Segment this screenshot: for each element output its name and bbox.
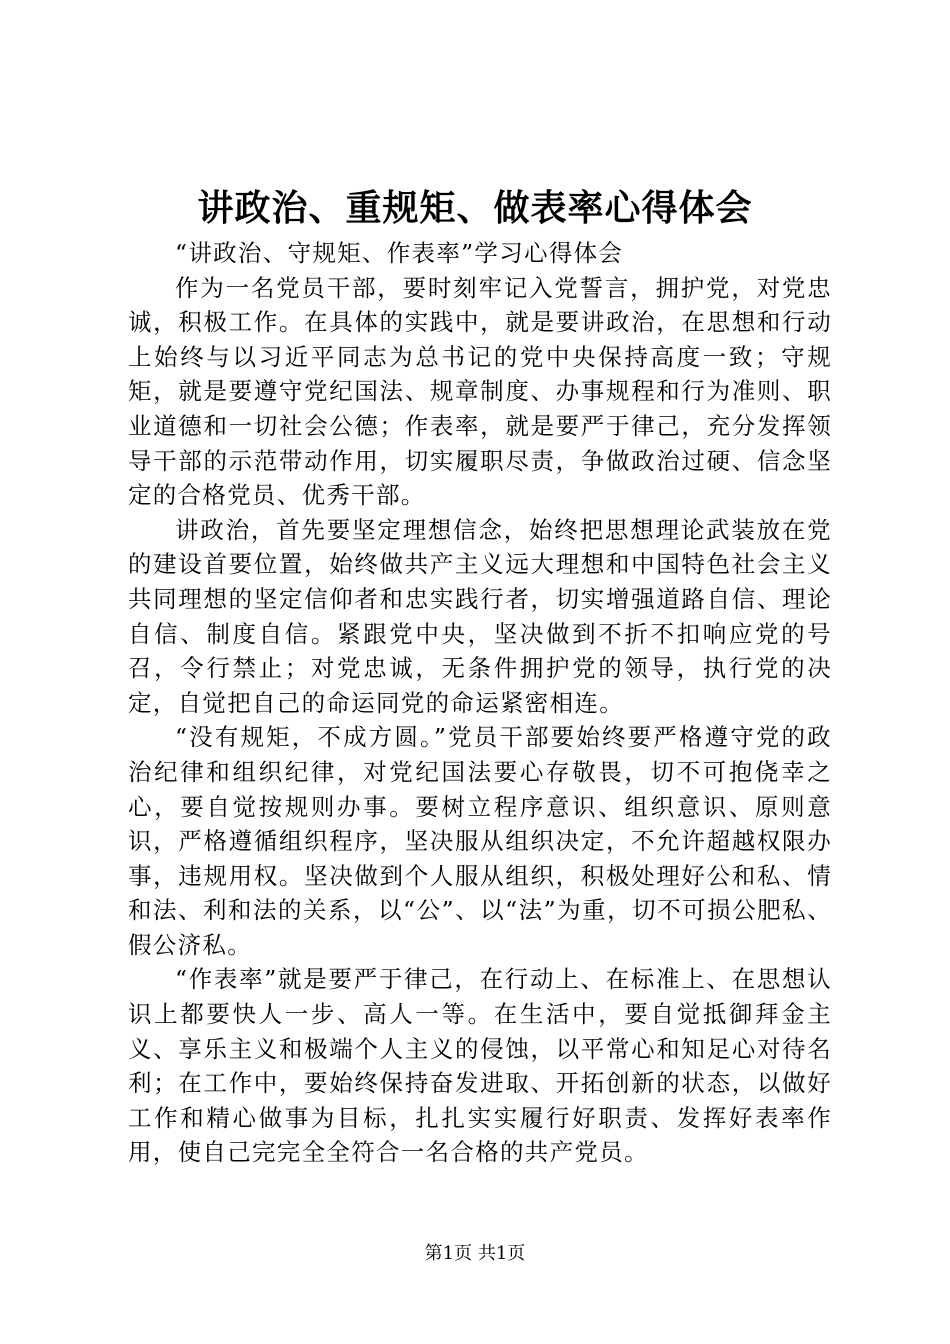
- page-number-footer: 第1页 共1页: [424, 1243, 526, 1264]
- document-body: [128, 236, 832, 1170]
- document-subtitle: “讲政治、守规矩、作表率”学习心得体会: [175, 239, 624, 267]
- paragraph: 作为一名党员干部，要时刻牢记入党誓言，拥护党，对党忠诚，积极工作。在具体的实践中，就是要讲政治，在思想和行动上始终与以习近平同志为总书记的党中央保持高度一致；守规矩，就是要遵守党纪国法、规章制度、办事规程和行为准则、职业道德和一切社会公德；作表率，就是要严于律己，充分发挥领导干部的示范带动作用，切实履职尽责，争做政治过硬、信念坚定的合格党员、优秀干部。: [128, 273, 832, 510]
- paragraph: 讲政治，首先要坚定理想信念，始终把思想理论武装放在党的建设首要位置，始终做共产主义远大理想和中国特色社会主义共同理想的坚定信仰者和忠实践行者，切实增强道路自信、理论自信、制度自信。紧跟党中央，坚决做到不折不扣响应党的号召，令行禁止；对党忠诚，无条件拥护党的领导，执行党的决定，自觉把自己的命运同党的命运紧密相连。: [128, 515, 832, 717]
- document-title: 讲政治、重规矩、做表率心得体会: [197, 187, 753, 229]
- paragraph: “作表率”就是要严于律己，在行动上、在标准上、在思想认识上都要快人一步、高人一等。在生活中，要自觉抵御拜金主义、享乐主义和极端个人主义的侵蚀，以平常心和知足心对待名利；在工作中，要始终保持奋发进取、开拓创新的状态，以做好工作和精心做事为目标，扎扎实实履行好职责、发挥好表率作用，使自己完完全全符合一名合格的共产党员。: [128, 965, 832, 1167]
- paragraph: “没有规矩，不成方圆。”党员干部要始终要严格遵守党的政治纪律和组织纪律，对党纪国法要心存敬畏，切不可抱侥幸之心，要自觉按规则办事。要树立程序意识、组织意识、原则意识，严格遵循组织程序，坚决服从组织决定，不允许超越权限办事，违规用权。坚决做到个人服从组织，积极处理好公和私、情和法、利和法的关系，以“公”、以“法”为重，切不可损公肥私、假公济私。: [128, 723, 832, 959]
